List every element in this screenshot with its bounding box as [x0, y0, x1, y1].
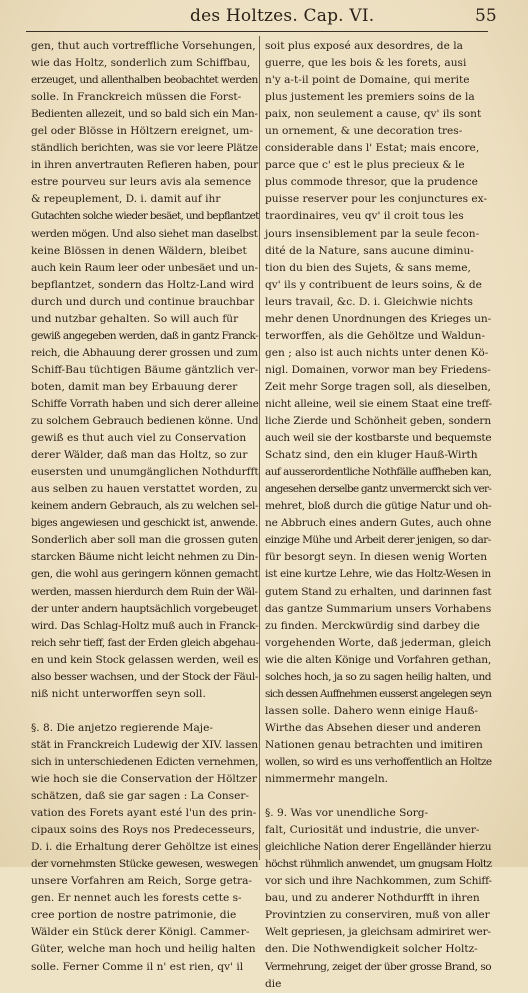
text-line: & repeuplement, D. i. damit auf ihr: [31, 193, 221, 206]
text-line: unsere Vorfahren am Reich, Sorge getra-: [31, 875, 252, 888]
text-line: keinem andern Gebrauch, als zu welchen sel-: [31, 500, 259, 513]
text-line: gen, die wohl aus geringern können gemacht: [31, 568, 259, 581]
text-line: zu solchem Gebrauch bedienen könne. Und: [31, 415, 259, 428]
text-line: mehret, bloß durch die gütige Natur und oh-: [265, 500, 492, 513]
text-line: solle. Ferner Comme il n' est rien, qv' il: [31, 960, 244, 973]
page-number: 55: [475, 6, 497, 26]
text-line: paix, non seulement a cause, qv' ils sont: [265, 108, 482, 121]
text-line: eusersten und unumgänglichen Nothdurfft: [31, 466, 259, 479]
text-line: Sonderlich aber soll man die grossen guten: [31, 534, 259, 547]
text-line: qv' ils y contribuent de leurs soins, & de: [265, 278, 482, 291]
text-line: wird. Das Schlag-Holtz muß auch in Franck-: [31, 619, 259, 632]
text-line: cree portion de nostre patrimonie, die: [31, 909, 237, 922]
text-line: zu finden. Merckwürdig sind darbey die: [265, 619, 480, 632]
text-line: gewiß angegeben werden, daß in gantz Franck-: [31, 329, 258, 342]
text-line: gen, thut auch vortreffliche Vorsehungen,: [31, 40, 256, 52]
text-line: §. 8. Die anjetzo regierende Maje-: [31, 721, 213, 734]
text-line: §. 9. Was vor unendliche Sorg-: [265, 807, 429, 820]
text-line: wie das Holtz, sonderlich zum Schiffbau,: [31, 57, 251, 70]
text-line: nigl. Domainen, vorwor man bey Friedens-: [265, 363, 491, 376]
text-line: aus selben zu hauen verstattet worden, zu: [31, 483, 258, 496]
text-line: mehr denen Unordnungen des Krieges un-: [265, 312, 492, 325]
text-line: cipaux soins des Roys nos Predecesseurs,: [31, 824, 255, 837]
text-line: [31, 703, 258, 720]
left-column: [31, 38, 259, 973]
text-line: schätzen, daß sie gar sagen : La Conser-: [31, 790, 250, 803]
text-line: in ihren anvertrauten Refieren haben, pour: [31, 159, 259, 172]
text-line: starcken Bäume nicht leicht nehmen zu Din-: [31, 551, 258, 564]
text-line: auch kein Raum leer oder unbesäet und un-: [31, 261, 258, 274]
text-line: un ornement, & une decoration tres-: [265, 125, 463, 138]
text-line: puisse reserver pour les conjunctures ex-: [265, 193, 488, 206]
text-line: vation des Forets ayant esté l'un des prin-: [31, 807, 257, 820]
text-line: parce que c' est le plus precieux & le: [265, 159, 465, 172]
text-line: auch weil sie der kostbarste und bequemste: [265, 432, 492, 445]
text-line: niß nicht unterworffen seyn soll.: [31, 687, 206, 700]
text-line: höchst rühmlich anwendet, um gnugsam Holtz: [265, 858, 492, 871]
text-line: Wirthe das Absehen dieser und anderen: [265, 721, 481, 734]
text-line: terworffen, als die Gehöltze und Waldun-: [265, 329, 486, 342]
text-line: der unter andern hauptsächlich vorgebeuget: [31, 602, 258, 615]
text-line: vorgehenden Worte, daß jederman, gleich: [265, 636, 492, 649]
text-line: soit plus exposé aux desordres, de la: [265, 40, 463, 52]
text-line: jours insensiblement par la seule fecon-: [265, 227, 480, 240]
text-line: wollen, so wird es uns verhoffentlich an Holtze: [265, 755, 492, 768]
text-line: gen. Er nennet auch les forests cette s-: [31, 892, 242, 905]
text-line: traordinaires, veu qv' il croit tous les: [265, 210, 464, 223]
text-line: biges angewiesen und geschickt ist, anwende.: [31, 517, 258, 530]
header-rule: [26, 31, 488, 32]
right-column: [265, 38, 492, 990]
text-line: gen ; also ist auch nichts unter denen Kö-: [265, 346, 489, 359]
text-line: ne Abbruch eines andern Gutes, auch ohne: [265, 517, 492, 530]
text-line: gel oder Blösse in Höltzern ereignet, um-: [31, 125, 253, 138]
text-line: wie hoch sie die Conservation der Höltzer: [31, 773, 257, 786]
text-line: Wälder ein Stück derer Königl. Cammer-: [31, 926, 250, 939]
text-line: dité de la Nature, sans aucune diminu-: [265, 244, 474, 257]
text-line: angesehen derselbe gantz unvermerckt sich ver-: [265, 483, 492, 496]
text-line: Güter, welche man hoch und heilig halten: [31, 943, 256, 956]
text-line: Provintzien zu conserviren, muß von aller: [265, 909, 490, 922]
text-line: durch und durch und continue brauchbar: [31, 295, 255, 308]
text-line: n'y a-t-il point de Domaine, qui merite: [265, 74, 470, 87]
text-line: bepflantzet, sondern das Holtz-Land wird: [31, 278, 255, 291]
text-line: sich in unterschiedenen Edicten vernehmen,: [31, 755, 259, 768]
text-line: bau, und zu anderer Nothdurfft in ihren: [265, 892, 480, 905]
text-line: nicht alleine, weil sie einem Staat eine treff-: [265, 397, 492, 410]
text-line: D. i. die Erhaltung derer Gehöltze ist eines: [31, 841, 259, 854]
text-line: den. Die Nothwendigkeit solcher Holtz-: [265, 943, 478, 956]
text-line: Welt gepriesen, ja gleichsam admiriret wer-: [265, 926, 491, 939]
text-line: Schatz sind, den ein kluger Hauß-Wirth: [265, 449, 478, 462]
text-line: falt, Curiosität und industrie, die unver-: [265, 824, 480, 837]
text-line: lassen solle. Dahero wenn einige Hauß-: [265, 704, 479, 717]
text-line: nimmermehr mangeln.: [265, 773, 389, 786]
column-divider: [259, 36, 260, 860]
text-line: boten, damit man bey Erbauung derer: [31, 380, 238, 393]
text-line: auf ausserordentliche Nothfälle auffheben kan,: [265, 466, 492, 479]
text-line: estre pourveu sur leurs avis ala semence: [31, 176, 252, 189]
text-line: leurs travail, &c. D. i. Gleichwie nichts: [265, 295, 473, 308]
text-line: also besser wachsen, und der Stock der Fäul-: [31, 670, 259, 683]
text-line: reich, die Abhauung derer grossen und zum: [31, 346, 258, 359]
text-line: [265, 788, 491, 805]
text-line: Schiff-Bau tüchtigen Bäume gäntzlich ver-: [31, 363, 259, 376]
text-line: Zeit mehr Sorge tragen soll, als dieselben,: [265, 380, 491, 393]
text-line: solle. In Franckreich müssen die Forst-: [31, 91, 242, 104]
text-line: Nationen genau betrachten und imitiren: [265, 738, 483, 751]
text-line: tion du bien des Sujets, & sans meme,: [265, 261, 471, 274]
text-line: Gutachten solche wieder besäet, und bepflantzet: [31, 210, 259, 223]
text-line: werden, massen hierdurch dem Ruin der Wäl-: [31, 585, 258, 598]
text-line: solches hoch, ja so zu sagen heilig halten, und: [265, 670, 492, 683]
text-line: keine Blössen in denen Wäldern, bleibet: [31, 244, 247, 257]
text-line: die: [265, 977, 282, 990]
text-line: plus justement les premiers soins de la: [265, 91, 475, 104]
text-line: guerre, que les bois & les forets, ausi: [265, 57, 467, 70]
text-line: Bedienten allezeit, und so bald sich ein Man-: [31, 108, 258, 121]
text-line: vor sich und ihre Nachkommen, zum Schiff-: [265, 875, 492, 888]
text-line: sich dessen Auffnehmen eusserst angelegen seyn: [265, 687, 492, 700]
text-line: stät in Franckreich Ludewig der XIV. lassen: [31, 738, 258, 751]
text-line: erzeuget, und allenthalben beobachtet werden: [31, 74, 258, 87]
text-line: reich sehr tieff, fast der Erden gleich abgehau-: [31, 636, 259, 649]
page-header: [0, 6, 528, 32]
text-line: wie die alten Könige und Vorfahren gethan,: [265, 653, 492, 666]
text-line: und nutzbar gehalten. So will auch für: [31, 312, 239, 325]
text-line: ist eine kurtze Lehre, wie das Holtz-Wesen in: [265, 568, 491, 581]
text-line: en und kein Stock gelassen werden, weil es: [31, 653, 259, 666]
text-line: plus commode thresor, que la prudence: [265, 176, 478, 189]
text-line: für besorgt seyn. In diesen wenig Worten: [265, 551, 488, 564]
text-line: ständlich berichten, was sie vor leere Plätze: [31, 142, 258, 155]
text-line: liche Zierde und Schönheit geben, sondern: [265, 415, 492, 428]
text-line: werden mögen. Und also siehet man daselbst: [31, 227, 258, 240]
text-line: derer Wälder, daß man das Holtz, so zur: [31, 449, 248, 462]
text-line: gewiß es thut auch viel zu Conservation: [31, 432, 247, 445]
text-line: considerable dans l' Estat; mais encore,: [265, 142, 480, 155]
text-line: gutem Stand zu erhalten, und darinnen fast: [265, 585, 492, 598]
text-line: Vermehrung, zeiget der über grosse Brand, so: [265, 960, 492, 973]
running-title: des Holtzes. Cap. VI.: [190, 6, 375, 26]
text-line: der vornehmsten Stücke gewesen, weswegen: [31, 858, 258, 871]
text-line: das gantze Summarium unsers Vorhabens: [265, 602, 492, 615]
text-line: Schiffe Vorrath haben und sich derer alleine: [31, 397, 259, 410]
text-line: einzige Mühe und Arbeit derer jenigen, so dar-: [265, 534, 491, 547]
text-line: gleichliche Nation derer Engelländer hierzu: [265, 841, 492, 854]
